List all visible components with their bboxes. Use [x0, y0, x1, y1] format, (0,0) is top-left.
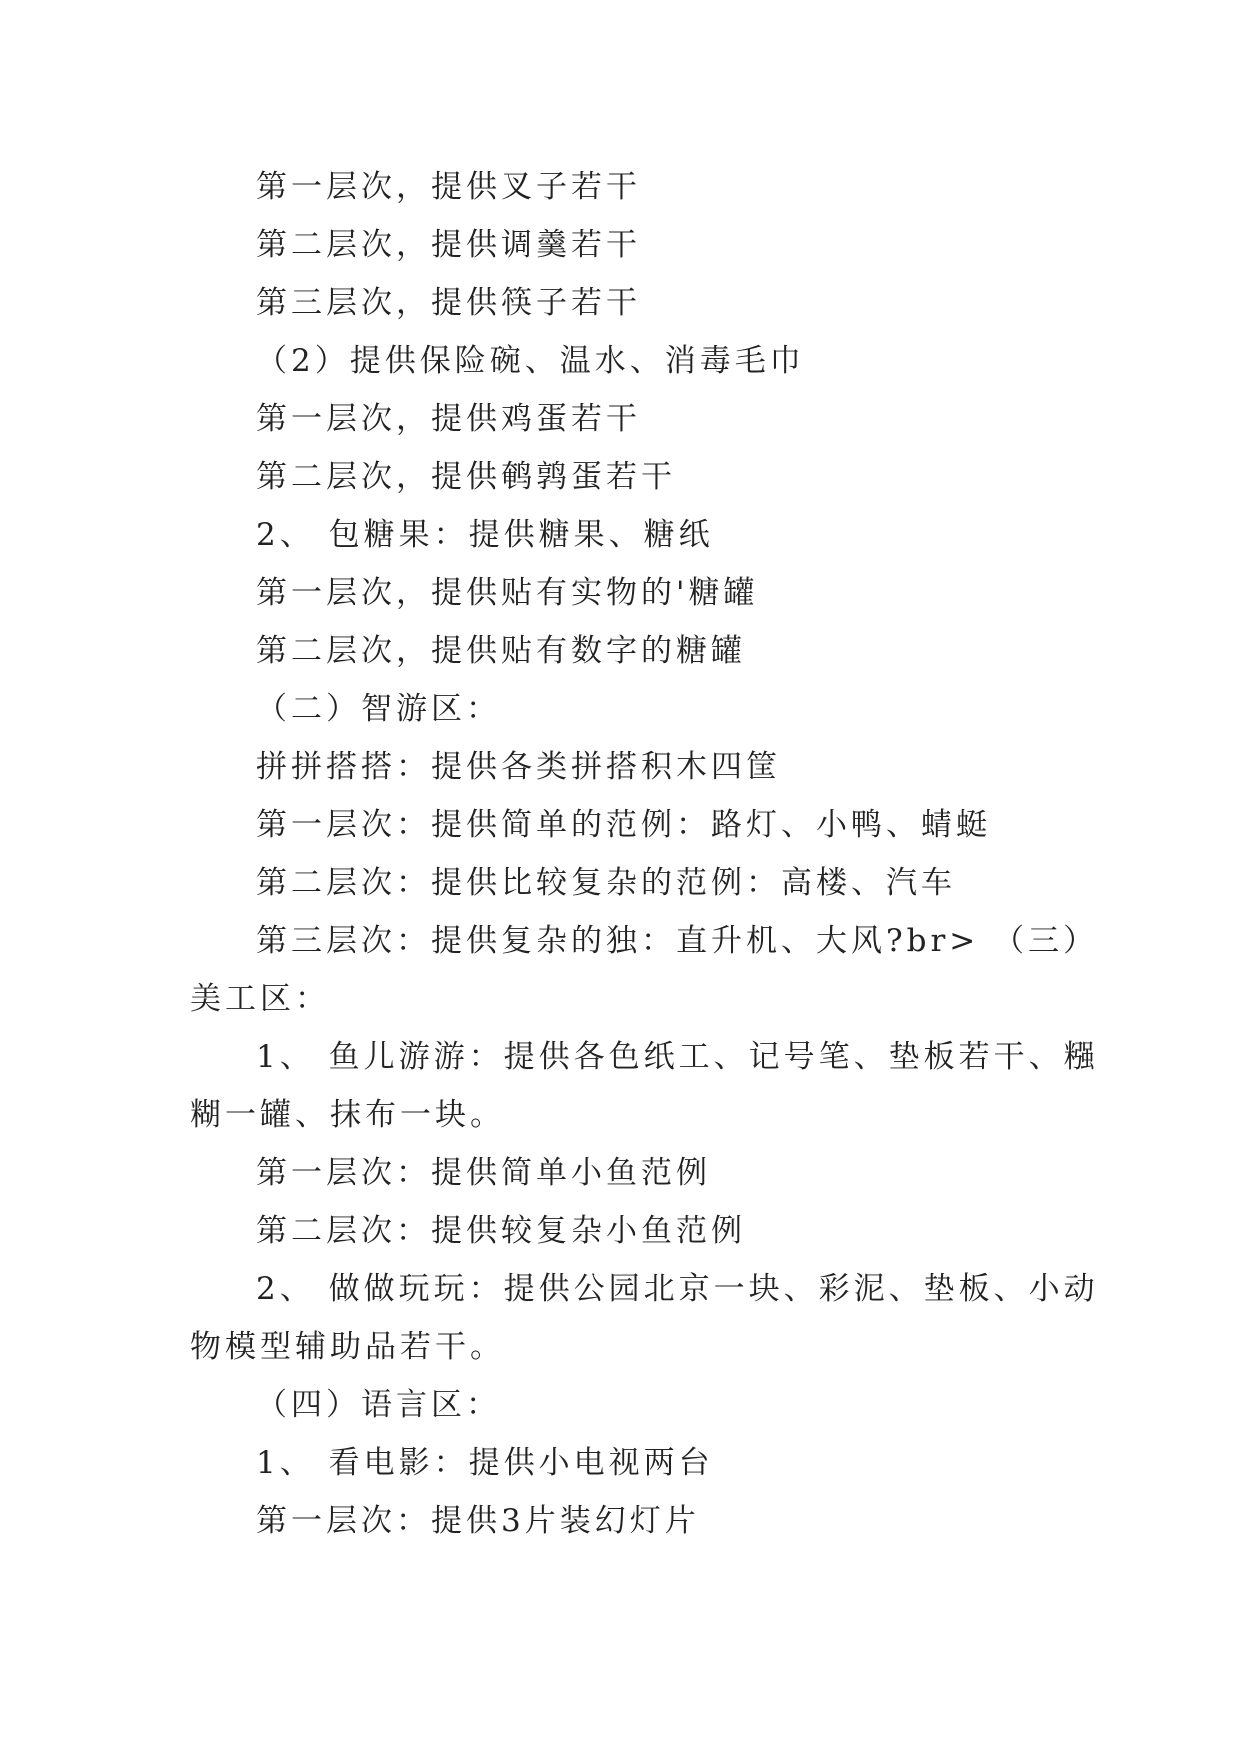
section-heading: 美工区： — [190, 981, 330, 1017]
text-line: 第一层次，提供叉子若干 — [256, 169, 641, 205]
text-line: 第一层次：提供3片装幻灯片 — [256, 1503, 700, 1539]
text-line: 拼拼搭搭：提供各类拼搭积木四筐 — [256, 749, 781, 785]
text-line: 第二层次，提供鹌鹑蛋若干 — [256, 459, 676, 495]
text-line: 第一层次：提供简单的范例：路灯、小鸭、蜻蜓 — [256, 807, 991, 843]
text-line: 第二层次，提供调羹若干 — [256, 227, 641, 263]
text-line: 第二层次：提供比较复杂的范例：高楼、汽车 — [256, 865, 956, 901]
text-line: （2）提供保险碗、温水、消毒毛巾 — [256, 343, 805, 379]
text-line: 第二层次：提供较复杂小鱼范例 — [256, 1213, 746, 1249]
section-heading: （四）语言区： — [256, 1387, 501, 1423]
text-line: 1、 鱼儿游游：提供各色纸工、记号笔、垫板若干、糨 — [256, 1039, 1099, 1075]
text-line: 第一层次，提供贴有实物的'糖罐 — [256, 575, 759, 611]
document-body — [190, 158, 1099, 1550]
section-heading: （二）智游区： — [256, 691, 501, 727]
text-line: 第一层次，提供鸡蛋若干 — [256, 401, 641, 437]
text-line: 第二层次，提供贴有数字的糖罐 — [256, 633, 746, 669]
text-line: 2、 做做玩玩：提供公园北京一块、彩泥、垫板、小动 — [256, 1271, 1099, 1307]
text-line: 2、 包糖果：提供糖果、糖纸 — [256, 517, 714, 553]
text-line: 第一层次：提供简单小鱼范例 — [256, 1155, 711, 1191]
text-line: 第三层次：提供复杂的独：直升机、大风?br> （三） — [256, 923, 1099, 959]
text-line: 糊一罐、抹布一块。 — [190, 1097, 505, 1133]
text-line: 1、 看电影：提供小电视两台 — [256, 1445, 714, 1481]
text-line: 物模型辅助品若干。 — [190, 1329, 505, 1365]
text-line: 第三层次，提供筷子若干 — [256, 285, 641, 321]
